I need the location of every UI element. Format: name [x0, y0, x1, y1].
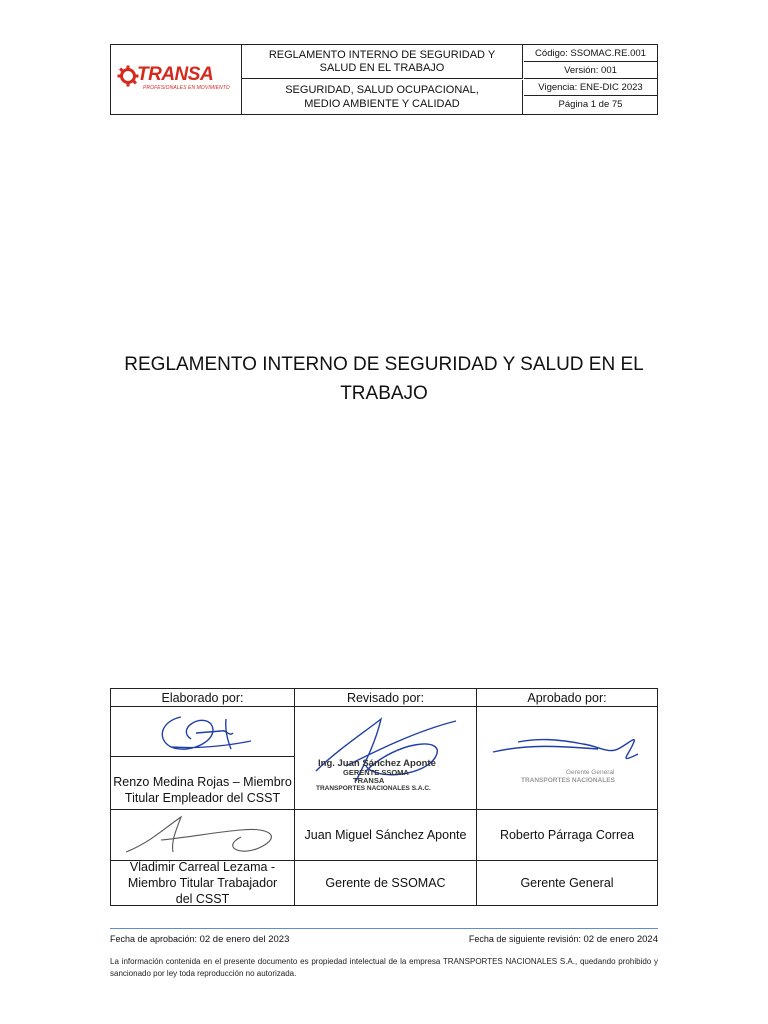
signature-vladimir [121, 812, 281, 858]
signature-table [110, 688, 658, 906]
header-prepared-by: Elaborado por: [161, 690, 244, 705]
signature-renzo [151, 709, 261, 754]
approval-date-label: Fecha de aprobación: [110, 934, 198, 944]
reviewer-role: Gerente de SSOMAC [325, 876, 446, 890]
document-header [110, 44, 658, 115]
gear-icon [117, 65, 139, 87]
stamp-juan-company-full: TRANSPORTES NACIONALES S.A.C. [316, 785, 431, 792]
stamp-juan-role: GERENTE SSOMA [343, 768, 409, 777]
approval-date-value: 02 de enero del 2023 [199, 934, 290, 945]
reviewer-name: Juan Miguel Sánchez Aponte [304, 828, 467, 842]
next-review-label: Fecha de siguiente revisión: [468, 934, 581, 944]
preparer-name-1: Renzo Medina Rojas – Miembro Titular Empleador del CSST [113, 775, 292, 805]
doc-page: Página 1 de 75 [558, 99, 623, 110]
doc-code: Código: SSOMAC.RE.001 [524, 45, 657, 62]
stamp-roberto-role: Gerente General [566, 769, 615, 776]
stamp-roberto-company: TRANSPORTES NACIONALES [521, 777, 615, 784]
company-logo [111, 45, 242, 114]
header-reviewed-by: Revisado por: [346, 690, 425, 705]
approver-name: Roberto Párraga Correa [499, 828, 635, 842]
document-title [110, 350, 658, 408]
doc-validity: Vigencia: ENE-DIC 2023 [524, 79, 657, 96]
next-review-value: 02 de enero 2024 [583, 934, 658, 945]
confidentiality-note: La información contenida en el presente documento es propiedad intelectual de la empresa TRANSPORTES NACIONALES S.A., quedando prohibido y sancionado por ley toda reproducción no autorizada. [110, 957, 658, 978]
header-subtitle: SEGURIDAD, SALUD OCUPACIONAL, MEDIO AMBIENTE Y CALIDAD [242, 80, 523, 114]
next-review-date [469, 934, 658, 945]
stamp-juan-name: Ing. Juan Sánchez Aponte [318, 758, 436, 769]
logo-tagline: PROFESIONALES EN MOVIMIENTO [143, 85, 230, 91]
logo-wordmark: TRANSA [137, 64, 214, 85]
approval-date [110, 934, 289, 945]
preparer-name-2: Vladimir Carreal Lezama - Miembro Titular Trabajador del CSST [127, 860, 278, 906]
approver-role: Gerente General [520, 876, 614, 890]
document-title-line2: TRABAJO [340, 383, 428, 404]
stamp-juan-company: TRANSA [353, 776, 385, 785]
header-title: REGLAMENTO INTERNO DE SEGURIDAD Y SALUD EN EL TRABAJO [242, 45, 523, 79]
doc-version: Versión: 001 [524, 62, 657, 79]
footer-divider [110, 928, 658, 929]
header-approved-by: Aprobado por: [527, 690, 607, 705]
document-title-line1: REGLAMENTO INTERNO DE SEGURIDAD Y SALUD EN EL [124, 354, 644, 375]
